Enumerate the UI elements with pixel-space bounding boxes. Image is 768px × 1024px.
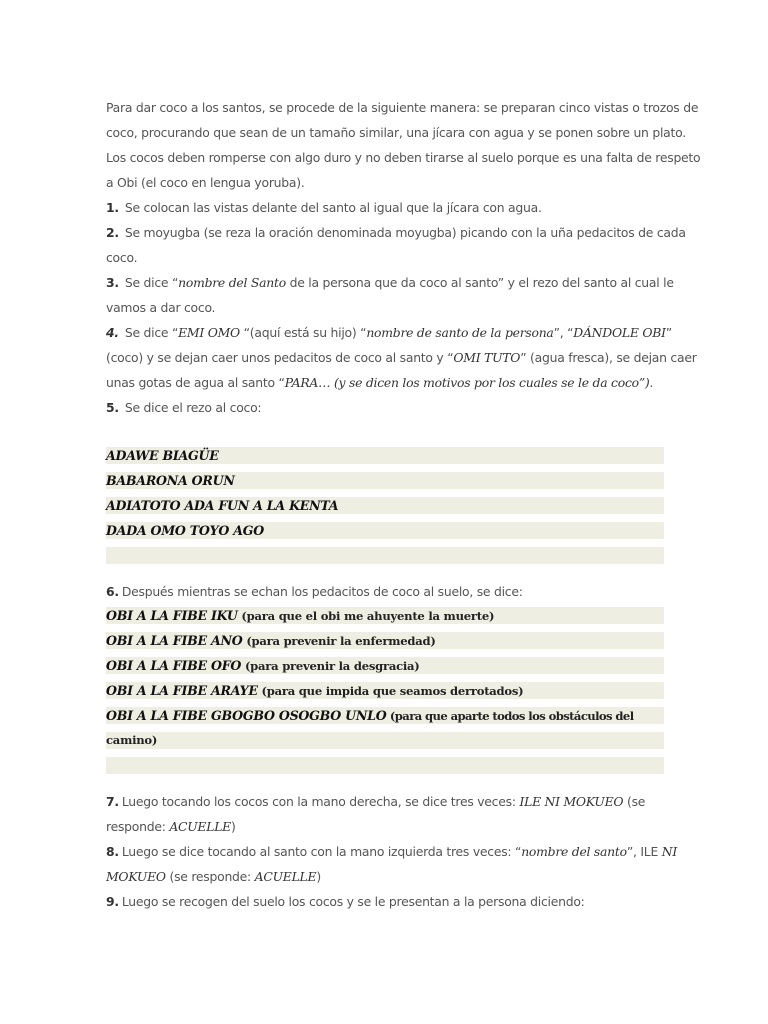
- step-number: 8.: [106, 844, 119, 859]
- step-number: 3.: [106, 275, 119, 290]
- step-text: ”, ILE: [626, 844, 662, 859]
- obi-line: [106, 653, 420, 679]
- step-8: [106, 839, 677, 864]
- step-text: unas gotas de agua al santo “: [106, 375, 285, 390]
- mokueo-italic: MOKUEO: [106, 869, 166, 884]
- obi-gloss: (para prevenir la desgracia): [241, 659, 420, 673]
- obi-gloss: (para que aparte todos los obstáculos del: [386, 709, 634, 723]
- step-number: 4.: [106, 325, 119, 340]
- step-number: 6.: [106, 584, 119, 599]
- step-text: Se dice “: [124, 325, 179, 340]
- step-number: 5.: [106, 400, 119, 415]
- intro-line: a Obi (el coco en lengua yoruba).: [106, 175, 305, 190]
- obi-chant: OBI A LA FIBE ARAYE: [106, 683, 258, 698]
- obi-band-empty: [106, 757, 664, 774]
- prayer-line: BABARONA ORUN: [106, 473, 235, 488]
- intro-line: Los cocos deben romperse con algo duro y no deben tirarse al suelo porque es una falta de respeto: [106, 150, 701, 165]
- obi-line: [106, 628, 436, 654]
- ni-italic: NI: [661, 844, 677, 859]
- obi-line: [106, 678, 523, 704]
- step-text: (se responde:: [165, 869, 255, 884]
- step-number: 7.: [106, 794, 119, 809]
- step-text: Después mientras se echan los pedacitos de coco al suelo, se dice:: [121, 584, 523, 599]
- step-text: de la persona que da coco al santo” y el rezo del santo al cual le: [285, 275, 674, 290]
- step-1: [106, 195, 542, 220]
- step-text: responde:: [106, 819, 170, 834]
- step-text: ” (agua fresca), se dejan caer: [520, 350, 697, 365]
- omi-tuto: OMI TUTO: [453, 350, 521, 365]
- obi-band: [106, 732, 664, 749]
- step-text: Luego se recogen del suelo los cocos y se le presentan a la persona diciendo:: [121, 894, 585, 909]
- intro-line: Para dar coco a los santos, se procede de la siguiente manera: se preparan cinco vistas o trozos de: [106, 100, 699, 115]
- step-text: .: [649, 375, 654, 390]
- step-6: [106, 579, 523, 604]
- step-text: Se colocan las vistas delante del santo al igual que la jícara con agua.: [124, 200, 542, 215]
- step-text: Se dice el rezo al coco:: [124, 400, 262, 415]
- step-3-cont: vamos a dar coco.: [106, 300, 216, 315]
- obi-chant: OBI A LA FIBE IKU: [106, 608, 238, 623]
- obi-gloss: (para prevenir la enfermedad): [242, 634, 436, 648]
- prayer-line: ADAWE BIAGÜE: [106, 448, 219, 463]
- obi-chant: OBI A LA FIBE ANO: [106, 633, 243, 648]
- obi-chant: OBI A LA FIBE GBOGBO OSOGBO UNLO: [106, 708, 387, 723]
- obi-line: [106, 603, 494, 629]
- ile-ni-mokueo: ILE NI MOKUEO: [519, 794, 624, 809]
- step-text: “(aquí está su hijo) “: [239, 325, 367, 340]
- step-text: Luego tocando los cocos con la mano derecha, se dice tres veces:: [121, 794, 520, 809]
- step-5: [106, 395, 261, 420]
- prayer-line: DADA OMO TOYO AGO: [106, 523, 264, 538]
- step-4-line3: [106, 370, 653, 395]
- acuelle: ACUELLE: [169, 819, 231, 834]
- obi-gloss: (para que el obi me ahuyente la muerte): [237, 609, 495, 623]
- emi-omo: EMI OMO: [178, 325, 240, 340]
- obi-line: [106, 703, 634, 729]
- step-4: [106, 320, 672, 345]
- step-number: 2.: [106, 225, 119, 240]
- step-text: ): [316, 869, 321, 884]
- step-text: ”, “: [553, 325, 574, 340]
- prayer-line: ADIATOTO ADA FUN A LA KENTA: [106, 498, 339, 513]
- acuelle: ACUELLE: [254, 869, 317, 884]
- step-text: (se: [623, 794, 646, 809]
- dandole-obi: DÁNDOLE OBI: [573, 325, 666, 340]
- step-text: (coco) y se dejan caer unos pedacitos de coco al santo y “: [106, 350, 454, 365]
- step-2-cont: coco.: [106, 250, 138, 265]
- step-text: Luego se dice tocando al santo con la mano izquierda tres veces: “: [121, 844, 522, 859]
- step-number: 1.: [106, 200, 119, 215]
- step-9: [106, 889, 585, 914]
- step-2: [106, 220, 686, 245]
- step-4-line2: [106, 345, 697, 370]
- obi-line-cont: camino): [106, 733, 158, 747]
- step-text: Se moyugba (se reza la oración denominada moyugba) picando con la uña pedacitos de cada: [124, 225, 686, 240]
- santo-name-italic: nombre del santo: [521, 844, 627, 859]
- obi-chant: OBI A LA FIBE OFO: [106, 658, 242, 673]
- santo-name-italic: nombre de santo de la persona: [366, 325, 554, 340]
- obi-gloss: (para que impida que seamos derrotados): [257, 684, 524, 698]
- step-7: [106, 789, 645, 814]
- step-text: ): [230, 819, 236, 834]
- step-3: [106, 270, 674, 295]
- step-text: ”: [665, 325, 672, 340]
- step-8-line2: [106, 864, 321, 889]
- prayer-band-empty: [106, 547, 664, 564]
- step-7-line2: [106, 814, 236, 839]
- para-italic: PARA… (y se dicen los motivos por los cuales se le da coco”): [284, 375, 650, 390]
- santo-name-italic: nombre del Santo: [178, 275, 286, 290]
- step-text: Se dice “: [124, 275, 179, 290]
- intro-line: coco, procurando que sean de un tamaño similar, una jícara con agua y se ponen sobre un plato.: [106, 125, 686, 140]
- step-number: 9.: [106, 894, 119, 909]
